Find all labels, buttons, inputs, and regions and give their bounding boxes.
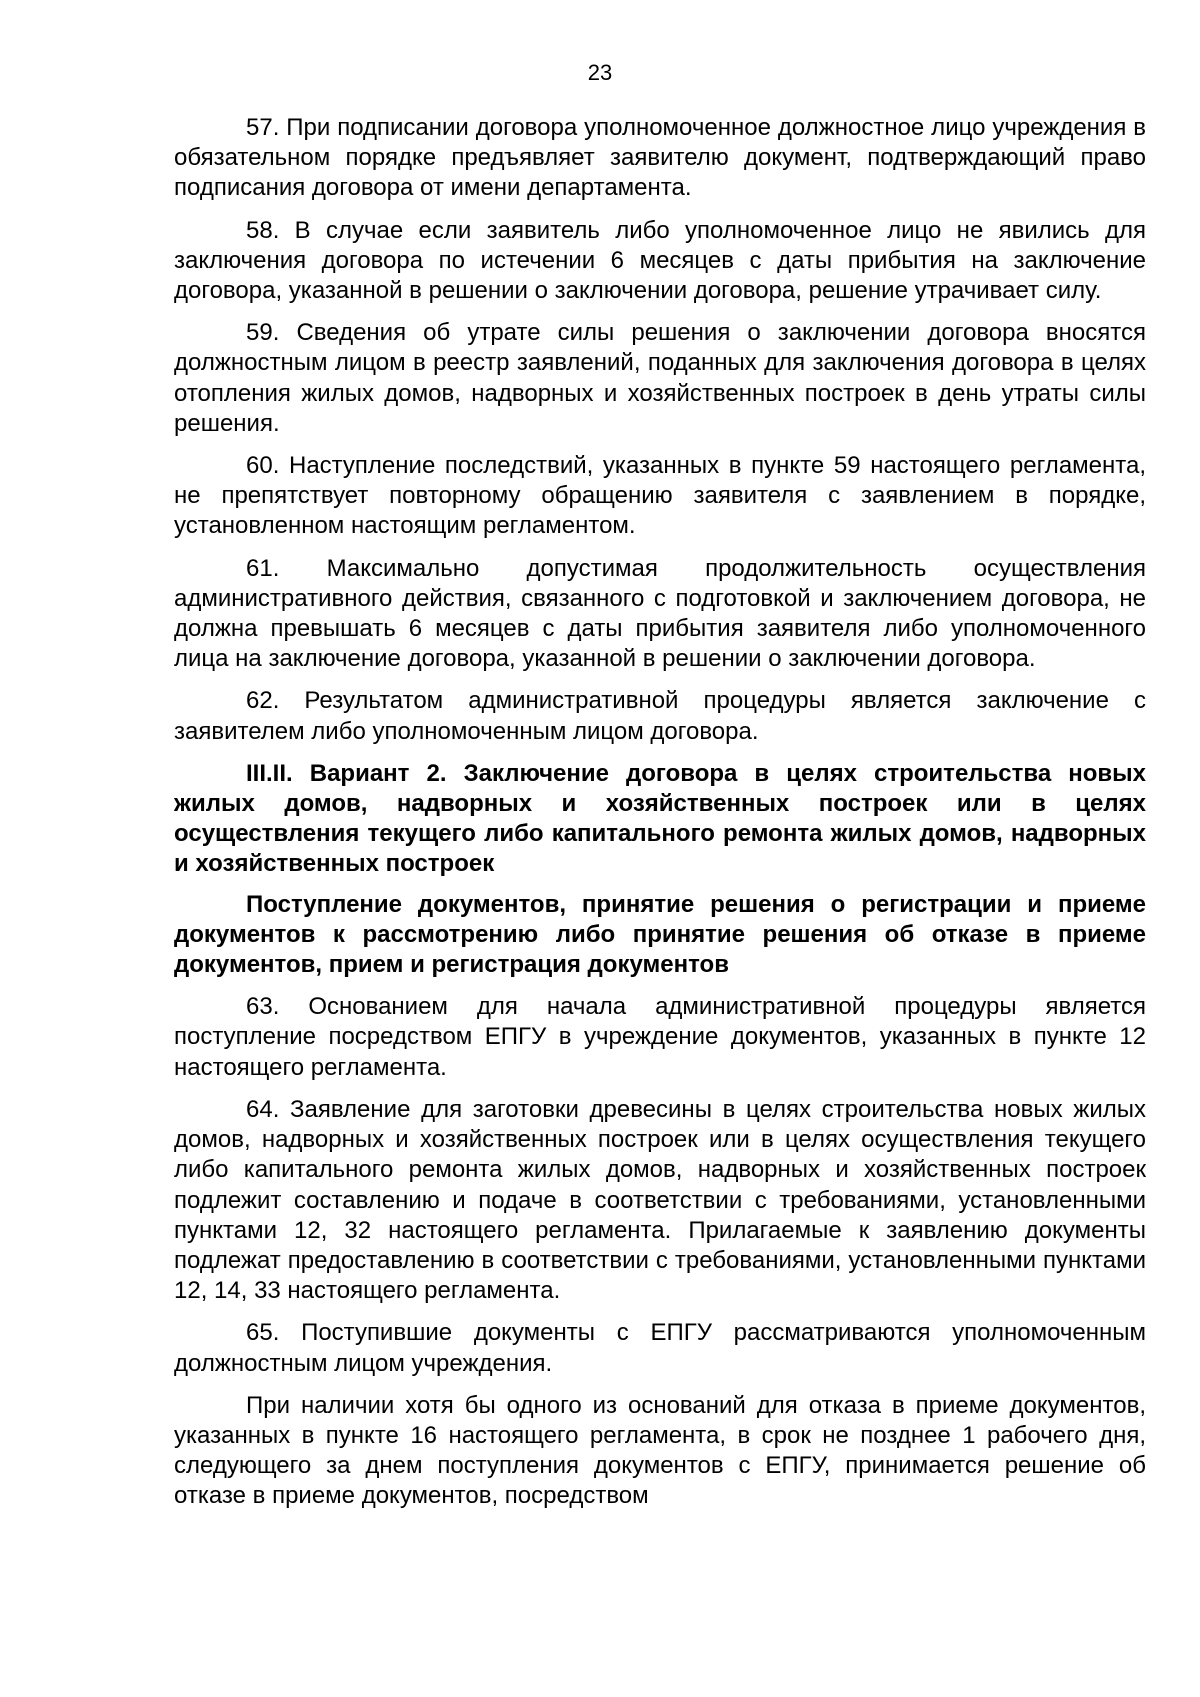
document-body xyxy=(174,113,1146,1524)
paragraph-64: 64. Заявление для заготовки древесины в целях строительства новых жилых домов, надворных и хозяйственных построек или в целях осуществления текущего либо капитального ремонта жилых домов, надворных и хозяйственных построек подлежит составлению и подаче в соответствии с требованиями, установленными пунктами 12, 32 настоящего регламента. Прилагаемые к заявлению документы подлежат предоставлению в соответствии с требованиями, установленными пунктами 12, 14, 33 настоящего регламента. xyxy=(174,1095,1146,1305)
paragraph-63: 63. Основанием для начала административной процедуры является поступление посредством ЕПГУ в учреждение документов, указанных в пункте 12 настоящего регламента. xyxy=(174,993,1146,1081)
subsection-heading: Поступление документов, принятие решения о регистрации и приеме документов к рассмотрению либо принятие решения об отказе в приеме документов, прием и регистрация документов xyxy=(174,890,1146,979)
paragraph-62: 62. Результатом административной процедуры является заключение с заявителем либо уполномоченным лицом договора. xyxy=(174,687,1146,745)
page-number: 23 xyxy=(587,60,613,85)
section-heading: III.II. Вариант 2. Заключение договора в целях строительства новых жилых домов, надворных и хозяйственных построек или в целях осуществления текущего либо капитального ремонта жилых домов, надворных и хозяйственных построек xyxy=(174,759,1146,878)
paragraph-57: 57. При подписании договора уполномоченное должностное лицо учреждения в обязательном порядке предъявляет заявителю документ, подтверждающий право подписания договора от имени департамента. xyxy=(174,114,1146,202)
paragraph-65-continuation: При наличии хотя бы одного из оснований для отказа в приеме документов, указанных в пункте 16 настоящего регламента, в срок не позднее 1 рабочего дня, следующего за днем поступления документов с ЕПГУ, принимается решение об отказе в приеме документов, посредством xyxy=(174,1391,1146,1510)
paragraph-65: 65. Поступившие документы с ЕПГУ рассматриваются уполномоченным должностным лицом учреждения. xyxy=(174,1319,1146,1377)
paragraph-58: 58. В случае если заявитель либо уполномоченное лицо не явились для заключения договора по истечении 6 месяцев с даты прибытия на заключение договора, указанной в решении о заключении договора, решение утрачивает силу. xyxy=(174,216,1146,305)
paragraph-61: 61. Максимально допустимая продолжительность осуществления административного действия, связанного с подготовкой и заключением договора, не должна превышать 6 месяцев с даты прибытия заявителя либо уполномоченного лица на заключение договора, указанной в решении о заключении договора. xyxy=(174,554,1146,673)
paragraph-59: 59. Сведения об утрате силы решения о заключении договора вносятся должностным лицом в реестр заявлений, поданных для заключения договора в целях отопления жилых домов, надворных и хозяйственных построек в день утраты силы решения. xyxy=(174,319,1146,437)
paragraph-60: 60. Наступление последствий, указанных в пункте 59 настоящего регламента, не препятствует повторному обращению заявителя с заявлением в порядке, установленном настоящим регламентом. xyxy=(174,452,1146,540)
